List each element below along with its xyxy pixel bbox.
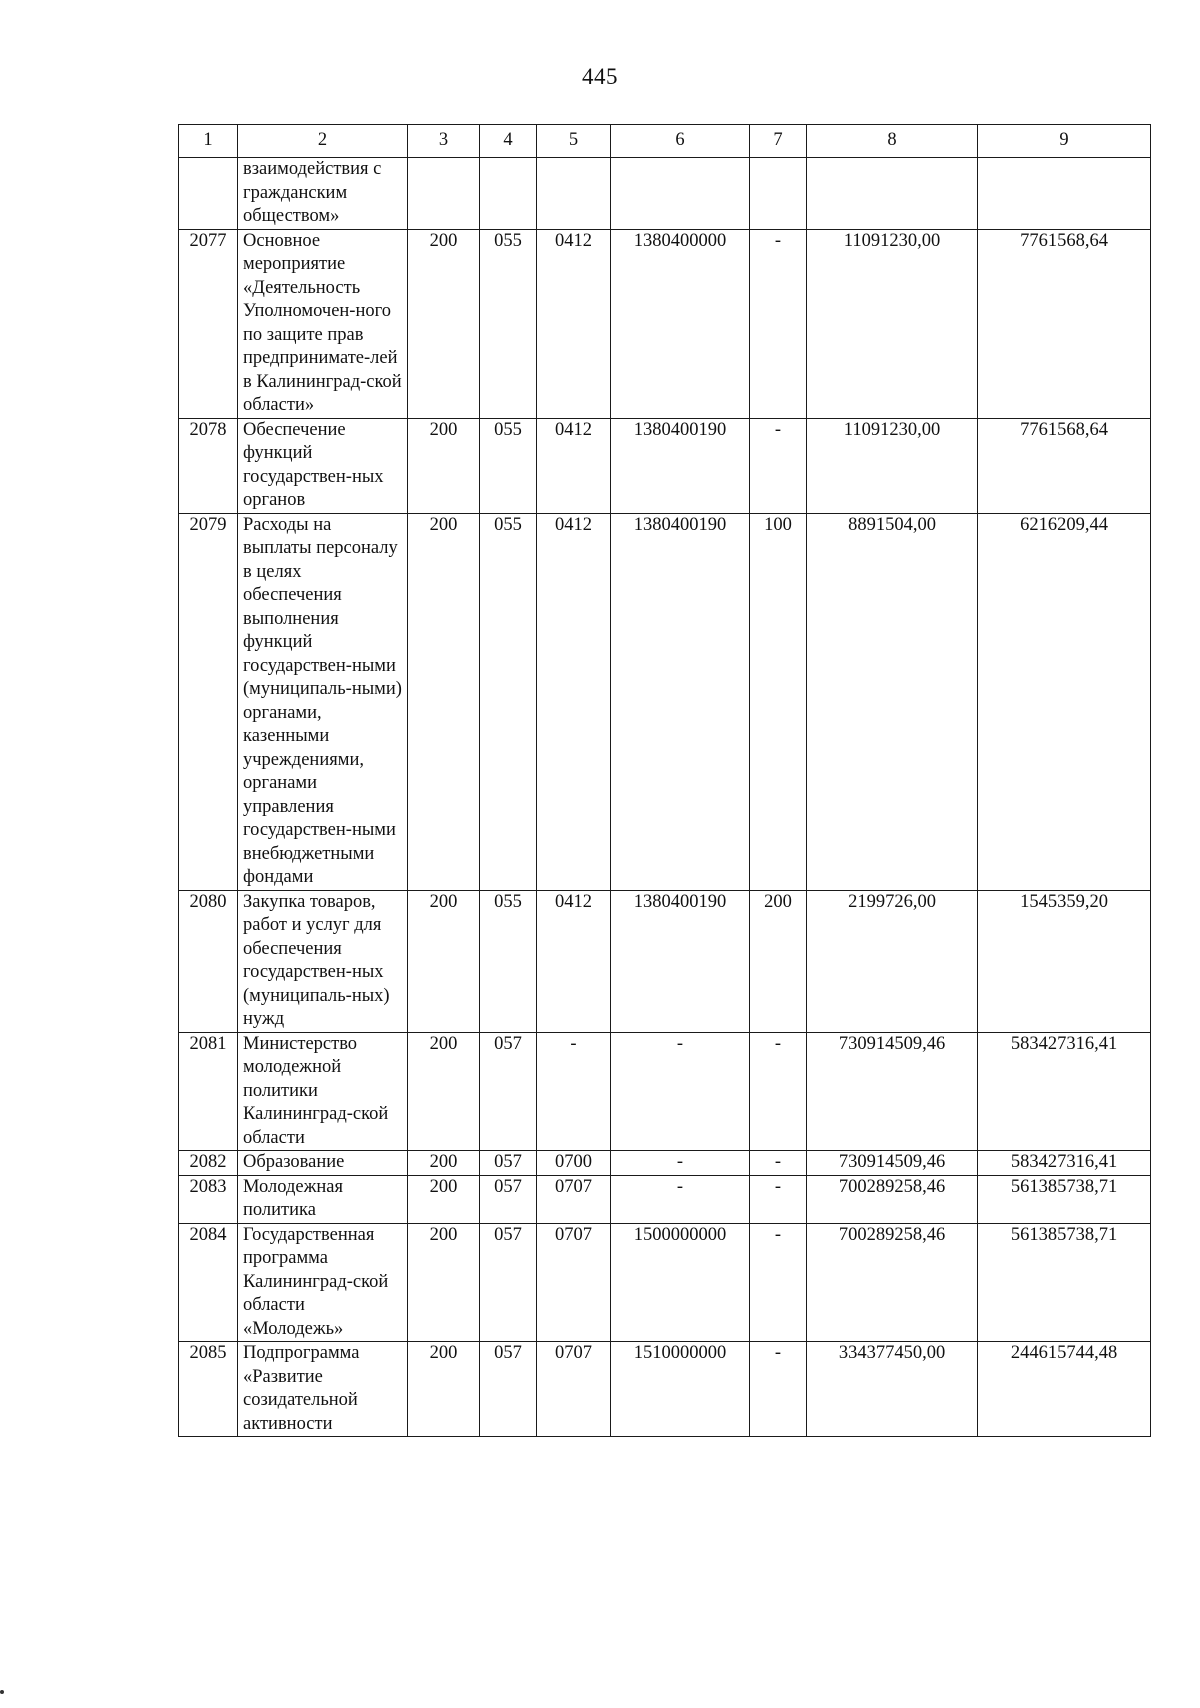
cell-col7: - <box>750 229 807 418</box>
row-name: Расходы на выплаты персоналу в целях обеспечения выполнения функций государствен-ными (муниципаль-ными) органами, казенными учреждениями, органами управления государствен-ными внебюджетными фондами <box>238 513 408 890</box>
table-row <box>179 158 1151 230</box>
cell-col9: 583427316,41 <box>978 1032 1151 1151</box>
row-number: 2078 <box>179 418 238 513</box>
cell-col4: 057 <box>480 1223 537 1342</box>
column-header: 9 <box>978 125 1151 158</box>
cell-col6 <box>611 158 750 230</box>
cell-col7: - <box>750 1032 807 1151</box>
cell-col4: 057 <box>480 1342 537 1437</box>
cell-col8: 11091230,00 <box>807 229 978 418</box>
cell-col8: 700289258,46 <box>807 1175 978 1223</box>
cell-col4 <box>480 158 537 230</box>
table-row <box>179 229 1151 418</box>
cell-col7: 100 <box>750 513 807 890</box>
row-name: Молодежная политика <box>238 1175 408 1223</box>
cell-col8: 334377450,00 <box>807 1342 978 1437</box>
column-header: 6 <box>611 125 750 158</box>
cell-col8: 11091230,00 <box>807 418 978 513</box>
cell-col5: 0412 <box>537 890 611 1032</box>
cell-col7: - <box>750 1223 807 1342</box>
page-number: 445 <box>582 64 618 89</box>
cell-col8: 730914509,46 <box>807 1151 978 1176</box>
row-number: 2085 <box>179 1342 238 1437</box>
cell-col9: 6216209,44 <box>978 513 1151 890</box>
row-name: Государственная программа Калининград-ской области «Молодежь» <box>238 1223 408 1342</box>
cell-col3: 200 <box>408 1223 480 1342</box>
cell-col9: 583427316,41 <box>978 1151 1151 1176</box>
table-row <box>179 418 1151 513</box>
column-header: 7 <box>750 125 807 158</box>
cell-col9: 7761568,64 <box>978 418 1151 513</box>
row-number: 2082 <box>179 1151 238 1176</box>
scan-mark <box>0 1690 4 1694</box>
row-name: Основное мероприятие «Деятельность Уполномочен-ного по защите прав предпринимате-лей в Калининград-ской области» <box>238 229 408 418</box>
table-row <box>179 1032 1151 1151</box>
row-number: 2077 <box>179 229 238 418</box>
cell-col6: 1510000000 <box>611 1342 750 1437</box>
row-number: 2084 <box>179 1223 238 1342</box>
cell-col8 <box>807 158 978 230</box>
cell-col3: 200 <box>408 513 480 890</box>
table-row <box>179 1223 1151 1342</box>
column-header: 1 <box>179 125 238 158</box>
cell-col7: - <box>750 1342 807 1437</box>
row-number: 2080 <box>179 890 238 1032</box>
cell-col9: 244615744,48 <box>978 1342 1151 1437</box>
cell-col4: 057 <box>480 1032 537 1151</box>
cell-col6: - <box>611 1175 750 1223</box>
cell-col5: 0412 <box>537 229 611 418</box>
cell-col5: 0707 <box>537 1175 611 1223</box>
cell-col9: 561385738,71 <box>978 1223 1151 1342</box>
cell-col5: 0700 <box>537 1151 611 1176</box>
cell-col9: 1545359,20 <box>978 890 1151 1032</box>
row-name: Министерство молодежной политики Калининград-ской области <box>238 1032 408 1151</box>
row-name: Образование <box>238 1151 408 1176</box>
cell-col8: 2199726,00 <box>807 890 978 1032</box>
column-header: 4 <box>480 125 537 158</box>
cell-col6: 1380400190 <box>611 418 750 513</box>
cell-col8: 8891504,00 <box>807 513 978 890</box>
cell-col4: 057 <box>480 1151 537 1176</box>
row-number <box>179 158 238 230</box>
cell-col6: - <box>611 1151 750 1176</box>
cell-col6: 1500000000 <box>611 1223 750 1342</box>
cell-col3: 200 <box>408 890 480 1032</box>
cell-col9: 561385738,71 <box>978 1175 1151 1223</box>
cell-col6: 1380400190 <box>611 890 750 1032</box>
cell-col4: 055 <box>480 418 537 513</box>
cell-col5: 0412 <box>537 418 611 513</box>
cell-col7: - <box>750 1151 807 1176</box>
cell-col5: 0707 <box>537 1342 611 1437</box>
cell-col6: 1380400000 <box>611 229 750 418</box>
table-row <box>179 1175 1151 1223</box>
cell-col3: 200 <box>408 1032 480 1151</box>
cell-col5: - <box>537 1032 611 1151</box>
cell-col7 <box>750 158 807 230</box>
row-number: 2079 <box>179 513 238 890</box>
cell-col6: 1380400190 <box>611 513 750 890</box>
cell-col7: - <box>750 1175 807 1223</box>
cell-col3: 200 <box>408 1175 480 1223</box>
cell-col3: 200 <box>408 1342 480 1437</box>
cell-col9: 7761568,64 <box>978 229 1151 418</box>
cell-col4: 055 <box>480 890 537 1032</box>
cell-col4: 055 <box>480 513 537 890</box>
cell-col5: 0412 <box>537 513 611 890</box>
cell-col3 <box>408 158 480 230</box>
row-number: 2083 <box>179 1175 238 1223</box>
table-row <box>179 890 1151 1032</box>
header-row <box>179 125 1151 158</box>
cell-col8: 700289258,46 <box>807 1223 978 1342</box>
row-name: Закупка товаров, работ и услуг для обеспечения государствен-ных (муниципаль-ных) нужд <box>238 890 408 1032</box>
cell-col5 <box>537 158 611 230</box>
column-header: 2 <box>238 125 408 158</box>
table-row <box>179 1342 1151 1437</box>
cell-col8: 730914509,46 <box>807 1032 978 1151</box>
cell-col3: 200 <box>408 418 480 513</box>
row-name: Обеспечение функций государствен-ных органов <box>238 418 408 513</box>
column-header: 3 <box>408 125 480 158</box>
cell-col3: 200 <box>408 1151 480 1176</box>
cell-col3: 200 <box>408 229 480 418</box>
cell-col6: - <box>611 1032 750 1151</box>
column-header: 8 <box>807 125 978 158</box>
cell-col4: 055 <box>480 229 537 418</box>
table-row <box>179 513 1151 890</box>
cell-col9 <box>978 158 1151 230</box>
column-header: 5 <box>537 125 611 158</box>
table-row <box>179 1151 1151 1176</box>
row-number: 2081 <box>179 1032 238 1151</box>
cell-col7: - <box>750 418 807 513</box>
row-name: Подпрограмма «Развитие созидательной активности <box>238 1342 408 1437</box>
row-name: взаимодействия с гражданским обществом» <box>238 158 408 230</box>
budget-table <box>178 124 1151 1437</box>
cell-col4: 057 <box>480 1175 537 1223</box>
cell-col7: 200 <box>750 890 807 1032</box>
cell-col5: 0707 <box>537 1223 611 1342</box>
